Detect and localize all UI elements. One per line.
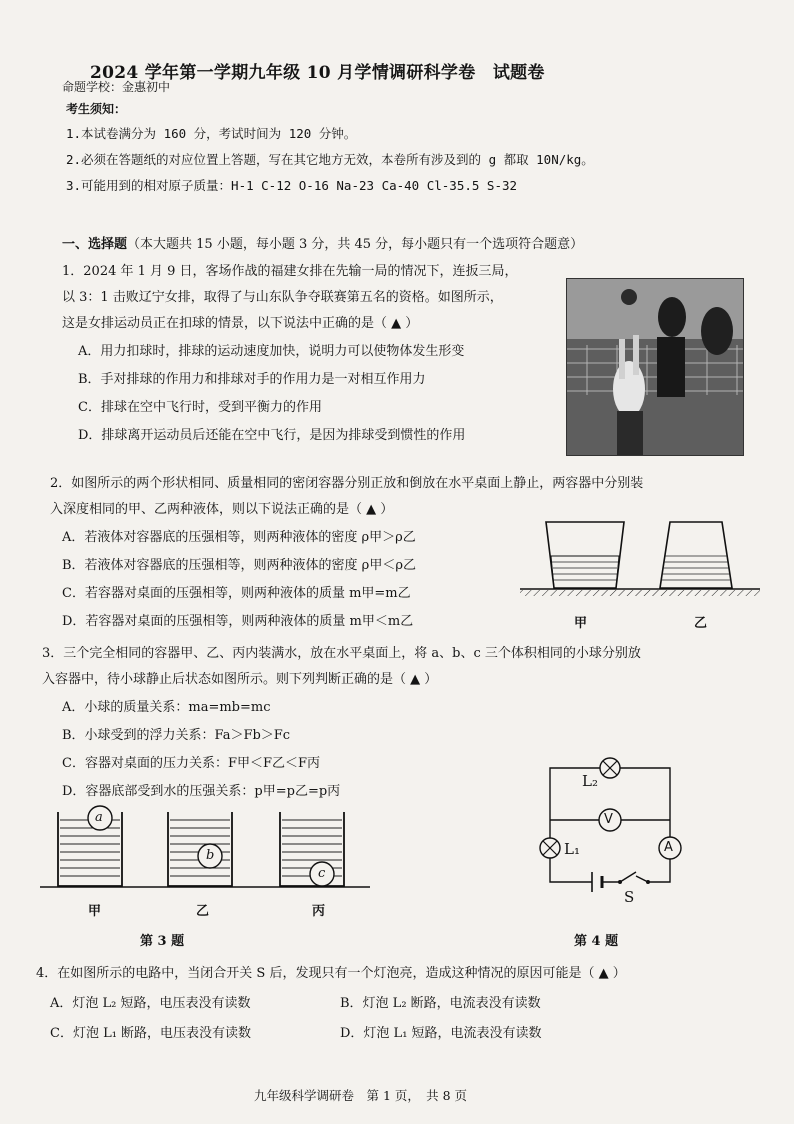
section-heading [62,233,583,252]
q2-option-b: B．若液体对容器底的压强相等，则两种液体的密度 ρ甲＜ρ乙 [62,558,416,573]
q4-option-a: A．灯泡 L₂ 短路，电压表没有读数 [50,996,251,1011]
notice-item: 1.本试卷满分为 160 分，考试时间为 120 分钟。 [66,126,357,141]
q2-stem: 入深度相同的甲、乙两种液体，则以下说法正确的是（ ▲ ） [50,502,394,517]
q3-caption: 第 3 题 [140,934,185,949]
lamp-l1-icon [540,838,560,858]
lamp-l2-icon [600,758,620,778]
q3-option-a: A．小球的质量关系：ma=mb=mc [62,700,271,715]
label-l1: L₁ [564,840,580,858]
ball-label-b: b [206,848,215,863]
q1-option-c: C．排球在空中飞行时，受到平衡力的作用 [78,400,322,415]
container-upright [546,522,624,588]
q4-option-b: B．灯泡 L₂ 断路，电流表没有读数 [340,996,541,1011]
q2-option-d: D．若容器对桌面的压强相等，则两种液体的质量 m甲＜m乙 [62,614,414,629]
q3-label-bing: 丙 [312,904,326,919]
q4-option-c: C．灯泡 L₁ 断路，电压表没有读数 [50,1026,252,1041]
container-inverted [660,522,732,588]
notice-heading: 考生须知： [66,102,127,116]
label-v: V [604,812,613,827]
label-s: S [624,888,635,906]
notice-item: 2.必须在答题纸的对应位置上答题，写在其它地方无效，本卷所有涉及到的 g 都取 10N/kg。 [66,152,594,167]
q3-stem: 3．三个完全相同的容器甲、乙、丙内装满水，放在水平桌面上，将 a、b、c 三个体积相同的小球分别放 [42,646,641,661]
notice-item: 3.可能用到的相对原子质量：H-1 C-12 O-16 Na-23 Ca-40 Cl-35.5 S-32 [66,178,518,193]
q3-option-b: B．小球受到的浮力关系：Fa＞Fb＞Fc [62,728,291,743]
q3-label-yi: 乙 [196,904,210,919]
q4-circuit-figure [530,756,690,906]
q1-option-d: D．排球离开运动员后还能在空中飞行，是因为排球受到惯性的作用 [78,428,466,443]
ball-label-c: c [318,866,326,881]
battery-icon [592,872,602,892]
liquid-jia [551,556,619,588]
q4-option-d: D．灯泡 L₁ 短路，电流表没有读数 [340,1026,542,1041]
q3-stem: 入容器中，待小球静止后状态如图所示。则下列判断正确的是（ ▲ ） [42,672,438,687]
label-a: A [664,840,673,855]
q3-label-jia: 甲 [88,904,102,919]
q3-containers-figure [40,800,380,890]
section-desc: （本大题共 15 小题，每小题 3 分，共 45 分，每小题只有一个选项符合题意） [127,237,584,252]
q1-stem: 以 3：1 击败辽宁女排，取得了与山东队争夺联赛第五名的资格。如图所示， [62,290,503,305]
q1-stem: 这是女排运动员正在扣球的情景，以下说法中正确的是（ ▲ ） [62,316,419,331]
section-label: 一、选择题 [62,237,128,252]
page-footer: 九年级科学调研卷 第 1 页， 共 8 页 [254,1088,468,1103]
q2-label-yi: 乙 [694,616,708,631]
ball-label-a: a [95,810,103,825]
q2-option-c: C．若容器对桌面的压强相等，则两种液体的质量 m甲=m乙 [62,586,411,601]
page-title: 2024 学年第一学期九年级 10 月学情调研科学卷 试题卷 [90,63,545,83]
switch-icon [618,872,650,884]
exam-school: 命题学校：金惠初中 [62,80,171,94]
q4-stem: 4．在如图所示的电路中，当闭合开关 S 后，发现只有一个灯泡亮，造成这种情况的原因可能是（ ▲ ） [36,966,626,981]
q3-option-d: D．容器底部受到水的压强关系：p甲=p乙=p丙 [62,784,341,799]
q4-caption: 第 4 题 [574,934,619,949]
q2-containers-figure [520,516,780,596]
q3-option-c: C．容器对桌面的压力关系：F甲＜F乙＜F丙 [62,756,321,771]
volleyball-photo [566,278,744,456]
q1-option-b: B．手对排球的作用力和排球对手的作用力是一对相互作用力 [78,372,426,387]
q2-option-a: A．若液体对容器底的压强相等，则两种液体的密度 ρ甲＞ρ乙 [62,530,416,545]
label-l2: L₂ [582,772,598,790]
q1-option-a: A．用力扣球时，排球的运动速度加快，说明力可以使物体发生形变 [78,344,465,359]
q2-label-jia: 甲 [574,616,588,631]
q1-stem: 1．2024 年 1 月 9 日，客场作战的福建女排在先输一局的情况下，连扳三局， [62,264,518,279]
q2-stem: 2．如图所示的两个形状相同、质量相同的密闭容器分别正放和倒放在水平桌面上静止，两容器中分别装 [50,476,644,491]
